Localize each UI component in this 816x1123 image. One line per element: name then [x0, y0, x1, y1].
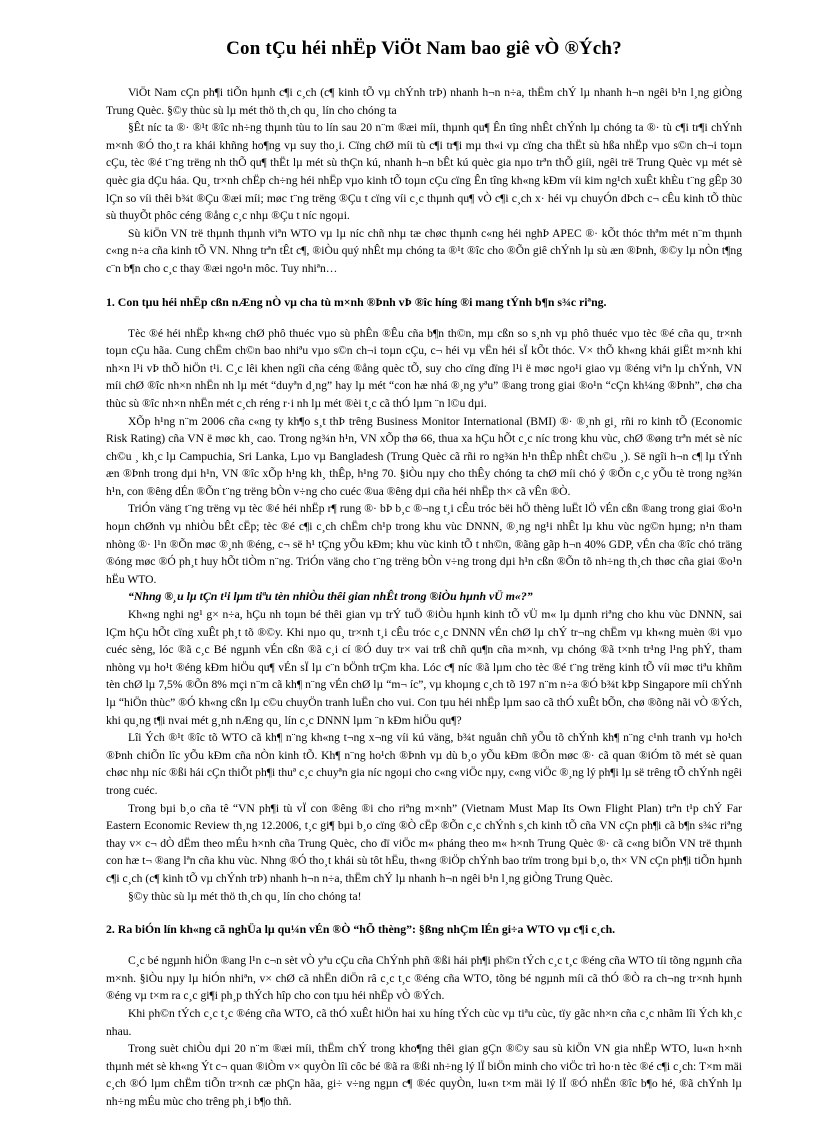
section-1-paragraph: §©y thùc sù lµ mét thö th¸ch qu¸ lín cho chóng ta! [128, 889, 362, 903]
section-2-heading: 2. Ra biÓn lín kh«ng cã nghÜa lµ qu¼n vÉn ®Ò “hÕ thèng”: §ßng nhÇm lÉn gi÷a WTO vµ c¶i c¸ch. [106, 922, 616, 937]
section-1-paragraph: Tèc ®é héi nhËp kh«ng chØ phô thuéc vµo sù phÊn ®Êu cña b¶n th©n, mµ cßn so s¸nh vµ phô thuéc vµo tèc ®é cña qu¸ tr×nh toµn cÇu hãa. Cung chËm ch©n bao nhiªu vµo s©n ch¬i toµn cÇu, c¬ héi vµ vËn héi sÏ kÕt thóc. V× thÕ kh«ng khái giËt m×nh khi nh×n l¹i vÞ thÕ hiÖn t¹i. C¸c lêi khen ngîi cña céng ®ång quèc tÕ, suy cho cïng dïng l¹i ë møc ngo¹i giao vµ ®éng viªn lµ chÝnh, VN míi chØ ®îc nh×n nhËn nh lµ mét “duyªn d¸ng” hay lµ mét “con hæ nhá ®¸ng yªu” ®ang trong giai ®o¹n “cÇn kh¼ng ®Þnh”, chø cha thùc sù ®îc nh×n nhËn mét c¸ch réng r·i nh lµ mét ®èi t¸c cã thÓ lµm ¨n l©u dµi. [106, 326, 742, 410]
section-1-paragraph: XÕp h¹ng n¨m 2006 cña c«ng ty kh¶o s¸t thÞ trêng Business Monitor International (BMI) ®· ®¸nh gi¸ rñi ro kinh tÕ (Economic Risk Rating) cña VN ë møc kh¸ cao. Trong ng¾n h¹n, VN xÕp thø 66, thua xa hÇu hÕt c¸c níc trong khu vùc, chØ ®øng trªn mét sè níc ch©u ¸ kh¸c lµ Campuchia, Sri Lanka, Lµo vµ Bangladesh (Trung Quèc cã rñi ro ng¾n h¹n thÊp nhÊt ch©u ¸). Së ngîi h¬n c¶ lµ tÝnh æn ®Þnh trong dµi h¹n, VN ®îc xÕp h¹ng kh¸ thÊp, h¹ng 70. §iÒu nµy cho thÊy chóng ta chØ míi chó ý ®Õn c¸c yÕu tè trong ng¾n h¹n, con ®êng dÉn ®Õn t¨ng trëng bÒn v÷ng cho cuéc ®ua ®êng dµi cña héi nhËp th× cã vÊn ®Ò. [106, 414, 742, 498]
section-2-paragraph: Khi ph©n tÝch c¸c t¸c ®éng cña WTO, cã thÓ xuÊt hiÖn hai xu híng tÝch cùc vµ tiªu cùc, tïy gãc nh×n cña c¸c nhãm lîi Ých kh¸c nhau. [106, 1006, 742, 1038]
document-title: Con tÇu héi nhËp ViÖt Nam bao giê vÒ ®Ých? [226, 38, 622, 59]
section-1-paragraph: TriÓn väng t¨ng trëng vµ tèc ®é héi nhËp r¶ rung ®· bÞ b¸c ®¬ng t¸i cÊu tróc bëi hÖ thèng luËt lÖ vÉn cßn ®ang trong giai ®o¹n hoµn chØnh vµ nhiÒu bÊt cËp; tèc ®é c¶i c¸ch chËm ch¹p trong khu vùc DNNN, ®¸ng ng¹i nhÊt lµ khu vùc ng©n hµng; n¹n tham nhòng ®· l¹n ®Õn møc ®¸nh ®éng, c¬ së h¹ tÇng yÕu kÐm; khu vùc kinh tÕ t nh©n, ®ãng gãp h¬n 40% GDP, vÉn cha ®îc chó träng ®óng møc ®Ó ph¸t huy hÕt tiÒm n¨ng. TriÓn väng cho t¨ng trëng bÒn v÷ng trong dµi h¹n cßn ®Õn tõ nh÷ng th¸ch thøc cña giai ®o¹n hËu WTO. [106, 502, 742, 586]
section-1-subheading: “Nhng ®¸u lµ tÇn t¹i lµm tiªu tèn nhiÒu thêi gian nhÊt trong ®iÒu hµnh vÜ m«?” [128, 589, 533, 604]
section-2-paragraph: Trong suèt chiÒu dµi 20 n¨m ®æi míi, thËm chÝ trong kho¶ng thêi gian gÇn ®©y sau sù kiÖn VN gia nhËp WTO, lu«n h×nh thµnh mét sè kh«ng Ýt c¬ quan ®iÒm v× quyÒn lîi côc bé ®ã ra ®ßi nh÷ng lý lÏ biÖn minh cho viÖc trì ho·n tèc ®é c¶i c¸ch: T×m mäi c¸ch ®Ó lµm chËm tiÕn tr×nh cæ phÇn hãa, gi÷ v÷ng ngµn c¶ ®éc quyÒn, lu«n t×m mäi lý lÏ ®Ó nhËn ®îc b¶o hé, ®ã chÝnh lµ nh÷ng mÉu mùc cho trêng ph¸i b¶o thñ. [106, 1042, 742, 1108]
section-1-paragraph: Lîi Ých ®¹t ®îc tõ WTO cã kh¶ n¨ng kh«ng t¬ng x¬ng víi kú väng, b¾t nguån chñ yÕu tõ chÝnh kh¶ n¨ng c¹nh tranh vµ ho¹ch ®Þnh chiÕn lîc yÕu kÐm cña nÒn kinh tÕ. Kh¶ n¨ng ho¹ch ®Þnh vµ dù b¸o yÕu kÐm ®Õn møc ®· cã quan ®iÓm tõ mét sè quan chøc nhµ níc ®ßi hái cÇn thiÕt ph¶i thuª c¸c chuyªn gia níc ngoµi cho c«ng viÖc nµy, c«ng viÖc ®¸ng lý ph¶i lµ së trêng tÕ chÝnh ngêi trong cuéc. [106, 731, 742, 797]
section-1-paragraph: Kh«ng nghi ng¹ g× n÷a, hÇu nh toµn bé thêi gian vµ trÝ tuÖ ®iÒu hµnh kinh tÕ vÜ m« lµ dµnh riªng cho khu vùc DNNN, sai lÇm hÇu hÕt cïng xuÊt ph¸t tõ ®©y. Khi nµo qu¸ tr×nh t¸i cÊu tróc c¸c DNNN vÉn chØ lµ chÝ tr¬ng chËm vµ kh«ng muèn ®i vµo cuéc sèng, lóc ®ã c¸c Bé ngµnh vÉn cßn ®ã c¸i cí ®Ó duy tr× vai trß chñ qu¶n cña m×nh, vµ chóng ®ã t×nh tr¹ng l¹ng phÝ, tham nhòng vµ ho¹t ®éng kÐm hiÖu qu¶ vÉn sÏ lµ c¨n bÖnh trÇm kha. Lóc c¶ níc ®ã lµm cho tèc ®é t¨ng trëng kinh tÕ víi møc tiªu khñm tèn chØ lµ 7,5% ®Õn 8% mçi n¨m cã kh¶ n¨ng vÉn chØ lµ “m¬ íc”, vµ khoµng c¸ch tõ 197 n¨m n÷a ®Ó b¾t kÞp Singapore míi chÝnh lµ “hiÖn thùc” ®Ó kh«ng cßn lµ c©u chuyÖn tranh luËn cho vui. Con tµu héi nhËp lµm sao cã thÓ xuÊt bÕn, chø ®õng nãi vÒ ®Ých, khi qu¸ng t¶i nvai mét g¸nh nÆng qu¸ lín c¸c DNNN lµm ¨n kÐm hiÖu qu¶? [106, 608, 742, 727]
section-1-paragraph: Trong bµi b¸o cña tê “VN ph¶i tù vÏ con ®êng ®i cho riªng m×nh” (Vietnam Must Map Its Own Flight Plan) trªn t¹p chÝ Far Eastern Economic Review th¸ng 12.2006, t¸c gi¶ bµi b¸o cïng ®Ò cËp ®Õn c¸c chÝnh s¸ch kinh tÕ cña VN cÇn ph¶i cã b¶n s¾c riªng thay v× c¬ dÒ dËm theo mÉu h×nh cña Trung Quèc, cho dï viÖc m« pháng theo m« h×nh Trung Quèc ®· cã c«ng biÕn VN trë thµnh con hæ t¬ ®ang lªn cña khu vùc. Nhng ®Ó tho¸t khái sù tôt hËu, th«ng ®iÖp chÝnh bao trïm trong bµi b¸o, th× VN cÇn ph¶i tiÕn hµnh c¶i c¸ch (c¶ kinh tÕ vµ chÝnh trÞ) nhanh h¬n n÷a, thËm chÝ lµ nhanh h¬n ngêi b¹n l¸ng giÒng Trung Quèc. [106, 801, 742, 885]
intro-paragraph: Sù kiÖn VN trë thµnh thµnh viªn WTO vµ lµ níc chñ nhµ tæ chøc thµnh c«ng héi nghÞ APEC ®· kÕt thóc thªm mét n¨m thµnh c«ng n÷a cña kinh tÕ VN. Nhng trªn tÊt c¶, ®iÒu quý nhÊt mµ chóng ta ®¹t ®îc cho ®Õn giê chÝnh lµ sù æn ®Þnh, ®©y lµ nÒn t¶ng c¨n b¶n cho c¸c thay ®æi ngo¹n môc. Tuy nhiªn… [106, 226, 742, 275]
intro-paragraph: §Êt níc ta ®· ®¹t ®îc nh÷ng thµnh tùu to lín sau 20 n¨m ®æi míi, thµnh qu¶ Ên tîng nhÊt chÝnh lµ chóng ta ®· tù c¶i tr¶i chÝnh m×nh ®Ó tho¸t ra khái khñng ho¶ng vµ suy tho¸i. Cïng chØ míi tù c¶i tr¶i mµ th«i vµ cïng cha thËt sù hßa nhËp vµo s©n ch¬i toµn cÇu, tèc ®é t¨ng trëng nh thÕ qu¶ thËt lµ mét sù thÇn kú, nhanh h¬n bÊt kú quèc gia nµo trªn thÕ giíi, ngêi trë Trung Quèc vµ mét sè quèc gia dÇu háa. Qu¸ tr×nh chËp ch÷ng héi nhËp vµo kinh tÕ toµn cÇu cïng Ên tîng kh«ng kÐm víi kim ng¹ch xuÊt khÈu t¨ng gÊp 30 lÇn so víi thêi b¾t ®Çu ®æi míi; møc t¨ng trëng ®Çu t cïng víi c¸c thµnh qu¶ vÒ c¶i c¸ch x· héi vµ chuyÓn dÞch c¬ cÊu kinh tÕ thùc sù thuyÕt phôc céng ®ång c¸c nhµ ®Çu t níc ngoµi. [106, 121, 742, 223]
section-2-paragraph: C¸c bé ngµnh hiÖn ®ang l¹n c¬n sèt vÒ yªu cÇu cña ChÝnh phñ ®ßi hái ph¶i ph©n tÝch c¸c t¸c ®éng cña WTO tíi tõng ngµnh cña m×nh. §iÒu nµy lµ hiÓn nhiªn, v× chØ cã nhËn diÖn râ c¸c t¸c ®éng cña WTO, tõng bé ngµnh míi cã thÓ ®Ò ra ch¬ng tr×nh hµnh ®éng vµ t×m ra c¸c gi¶i ph¸p thÝch hîp cho con tµu héi nhËp vÒ ®Ých. [106, 954, 742, 1003]
section-1-heading: 1. Con tµu héi nhËp cßn nÆng nÒ vµ cha tù m×nh ®Þnh vÞ ®îc híng ®i mang tÝnh b¶n s¾c riªng. [106, 294, 607, 309]
intro-paragraph: ViÖt Nam cÇn ph¶i tiÕn hµnh c¶i c¸ch (c¶ kinh tÕ vµ chÝnh trÞ) nhanh h¬n n÷a, thËm chÝ lµ nhanh h¬n ngêi b¹n l¸ng giÒng Trung Quèc. §©y thùc sù lµ mét thö th¸ch qu¸ lín cho chóng ta [106, 86, 742, 117]
